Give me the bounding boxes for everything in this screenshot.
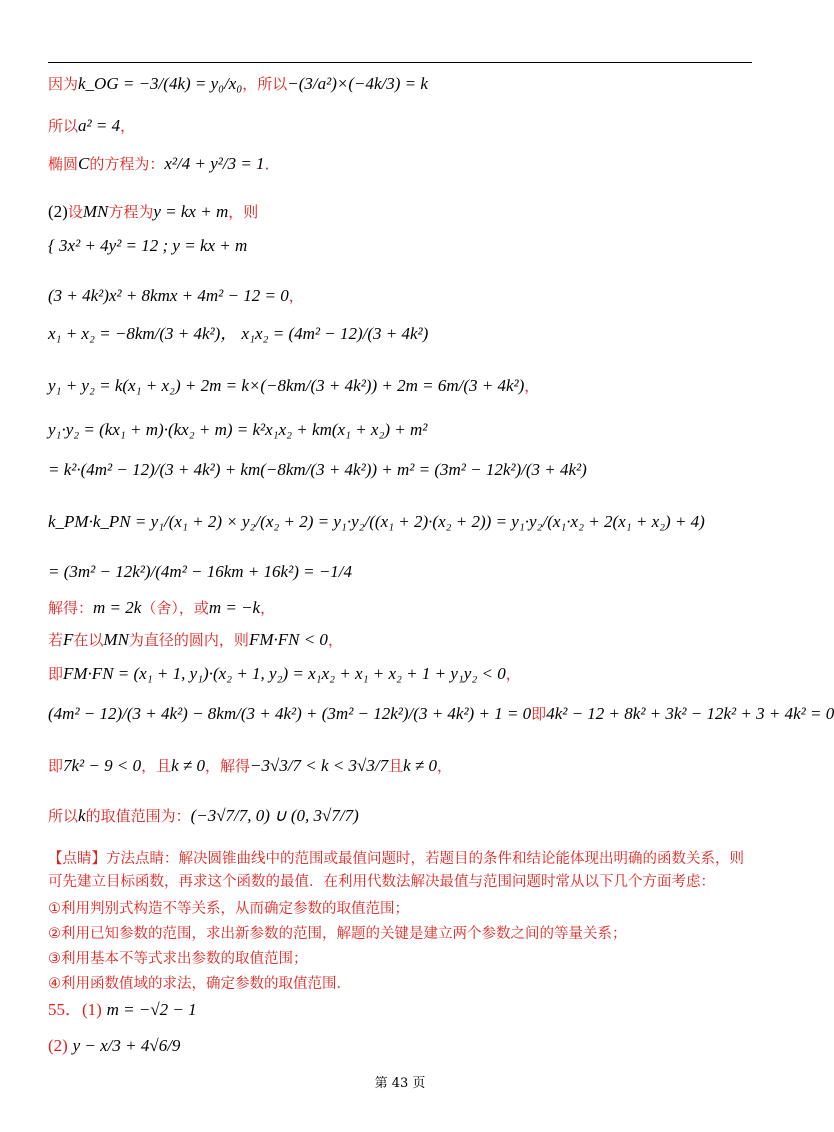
text-segment: 的取值范围为：	[85, 807, 191, 825]
math-expression: (−3√7/7, 0) ∪ (0, 3√7/7)	[190, 806, 359, 825]
note-item-1: ①利用判别式构造不等关系，从而确定参数的取值范围；	[48, 901, 409, 917]
solution-line	[48, 598, 275, 618]
solution-line	[48, 664, 521, 684]
solution-line	[48, 562, 352, 582]
solution-line	[48, 420, 427, 440]
note-intro: 【点睛】方法点睛：解决圆锥曲线中的范围或最值问题时，若题目的条件和结论能体现出明确的函数关系，则可先建立目标函数，再求这个函数的最值．在利用代数法解决最值与范围问题时常从以下几个方面考虑：	[48, 851, 744, 890]
solution-line	[48, 154, 280, 174]
math-expression: 7k² − 9 < 0	[63, 756, 142, 775]
math-expression: { 3x² + 4y² = 12 ; y = kx + m	[48, 236, 248, 255]
text-segment: ，	[120, 117, 136, 135]
math-expression: (4m² − 12)/(3 + 4k²) − 8km/(3 + 4k²) + (3m² − 12k²)/(3 + 4k²) + 1 = 0	[48, 704, 532, 723]
text-segment: ，	[327, 631, 343, 649]
page-number: 第 43 页	[374, 1076, 426, 1091]
math-expression: MN	[82, 202, 109, 221]
text-segment: ，	[524, 377, 540, 395]
text-segment: ，	[260, 599, 276, 617]
header-rule	[48, 62, 752, 63]
solution-line	[48, 202, 258, 222]
text-segment: 所以	[48, 807, 79, 825]
math-expression: = k²·(4m² − 12)/(3 + 4k²) + km(−8km/(3 + 4k²)) + m² = (3m² − 12k²)/(3 + 4k²)	[48, 460, 587, 479]
math-expression: x₁ + x₂ = −8km/(3 + 4k²)， x₁x₂ = (4m² − 12)/(3 + 4k²)	[48, 324, 429, 343]
solution-line	[48, 324, 428, 344]
text-segment: 即	[48, 665, 64, 683]
math-expression: 4k² − 12 + 8k² + 3k² − 12k² + 3 + 4k² = 0	[546, 704, 834, 723]
solution-line	[48, 806, 359, 826]
text-segment: 因为	[48, 75, 79, 93]
solution-line	[48, 460, 587, 480]
text-segment: 为直径的圆内，则	[128, 631, 249, 649]
q55-number: 55．	[48, 1000, 82, 1019]
text-segment: ，	[437, 757, 453, 775]
solution-line	[48, 630, 343, 650]
note-item-4: ④利用函数值域的求法，确定参数的取值范围．	[48, 976, 351, 992]
text-segment: ．	[264, 155, 280, 173]
solution-line	[48, 286, 304, 306]
math-expression: FM·FN < 0	[248, 630, 328, 649]
text-segment: 方程为	[108, 203, 154, 221]
math-expression: m = −k	[208, 598, 261, 617]
math-expression: y = kx + m	[153, 202, 229, 221]
solution-line	[48, 756, 452, 776]
q55-answer-2	[48, 1036, 180, 1056]
math-expression: = (3m² − 12k²)/(4m² − 16km + 16k²) = −1/4	[48, 562, 353, 581]
note-item-2: ②利用已知参数的范围，求出新参数的范围，解题的关键是建立两个参数之间的等量关系；	[48, 926, 627, 942]
math-expression: k	[78, 806, 86, 825]
q55-part1-label: (1)	[82, 1000, 102, 1019]
solution-line	[48, 236, 247, 256]
math-expression: y₁·y₂ = (kx₁ + m)·(kx₂ + m) = k²x₁x₂ + km(x₁ + x₂) + m²	[48, 420, 428, 439]
text-segment: 在以	[73, 631, 104, 649]
math-expression: k ≠ 0	[171, 756, 206, 775]
q55-part2-answer: y − x/3 + 4√6/9	[72, 1036, 181, 1055]
math-expression: x²/4 + y²/3 = 1	[164, 154, 265, 173]
text-segment: 即	[531, 705, 547, 723]
math-expression: F	[63, 630, 74, 649]
solution-line	[48, 116, 135, 136]
math-expression: −3√3/7 < k < 3√3/7	[250, 756, 389, 775]
text-segment: 即	[48, 757, 64, 775]
math-expression: k_PM·k_PN = y₁/(x₁ + 2) × y₂/(x₂ + 2) = y₁·y₂/((x₁ + 2)·(x₂ + 2)) = y₁·y₂/(x₁·x₂ + 2(x₁ + x₂) + 4)	[48, 512, 705, 531]
math-expression: (3 + 4k²)x² + 8kmx + 4m² − 12 = 0	[48, 286, 289, 305]
text-segment: ，所以	[242, 75, 288, 93]
text-segment: ，	[288, 287, 304, 305]
math-expression: a² = 4	[78, 116, 121, 135]
math-expression: (2)	[48, 202, 68, 221]
text-segment: 的方程为：	[89, 155, 165, 173]
math-expression: k_OG = −3/(4k) = y₀/x₀	[78, 74, 243, 93]
math-expression: k ≠ 0	[403, 756, 438, 775]
text-segment: 所以	[48, 117, 79, 135]
text-segment: ，解得	[205, 757, 251, 775]
text-segment: ，则	[228, 203, 259, 221]
solution-line	[48, 704, 834, 724]
text-segment: 且	[388, 757, 404, 775]
text-segment: （舍），或	[141, 599, 209, 617]
note-item-3: ③利用基本不等式求出参数的取值范围；	[48, 951, 308, 967]
math-expression: m = 2k	[93, 598, 142, 617]
math-expression: C	[78, 154, 90, 173]
q55-part2-label: (2)	[48, 1036, 68, 1055]
solution-line	[48, 512, 705, 532]
text-segment: 解得：	[48, 599, 94, 617]
text-segment: 若	[48, 631, 64, 649]
text-segment: ，且	[141, 757, 172, 775]
text-segment: 设	[67, 203, 83, 221]
math-expression: MN	[103, 630, 129, 649]
text-segment: ，	[505, 665, 521, 683]
math-expression: FM·FN = (x₁ + 1, y₁)·(x₂ + 1, y₂) = x₁x₂ + x₁ + x₂ + 1 + y₁y₂ < 0	[63, 664, 506, 683]
math-expression: y₁ + y₂ = k(x₁ + x₂) + 2m = k×(−8km/(3 + 4k²)) + 2m = 6m/(3 + 4k²)	[48, 376, 525, 395]
text-segment: 椭圆	[48, 155, 79, 173]
q55-answer-1	[48, 1000, 197, 1020]
q55-part1-answer: m = −√2 − 1	[106, 1000, 197, 1019]
solution-line	[48, 376, 539, 396]
solution-line	[48, 74, 428, 94]
math-expression: −(3/a²)×(−4k/3) = k	[287, 74, 428, 93]
